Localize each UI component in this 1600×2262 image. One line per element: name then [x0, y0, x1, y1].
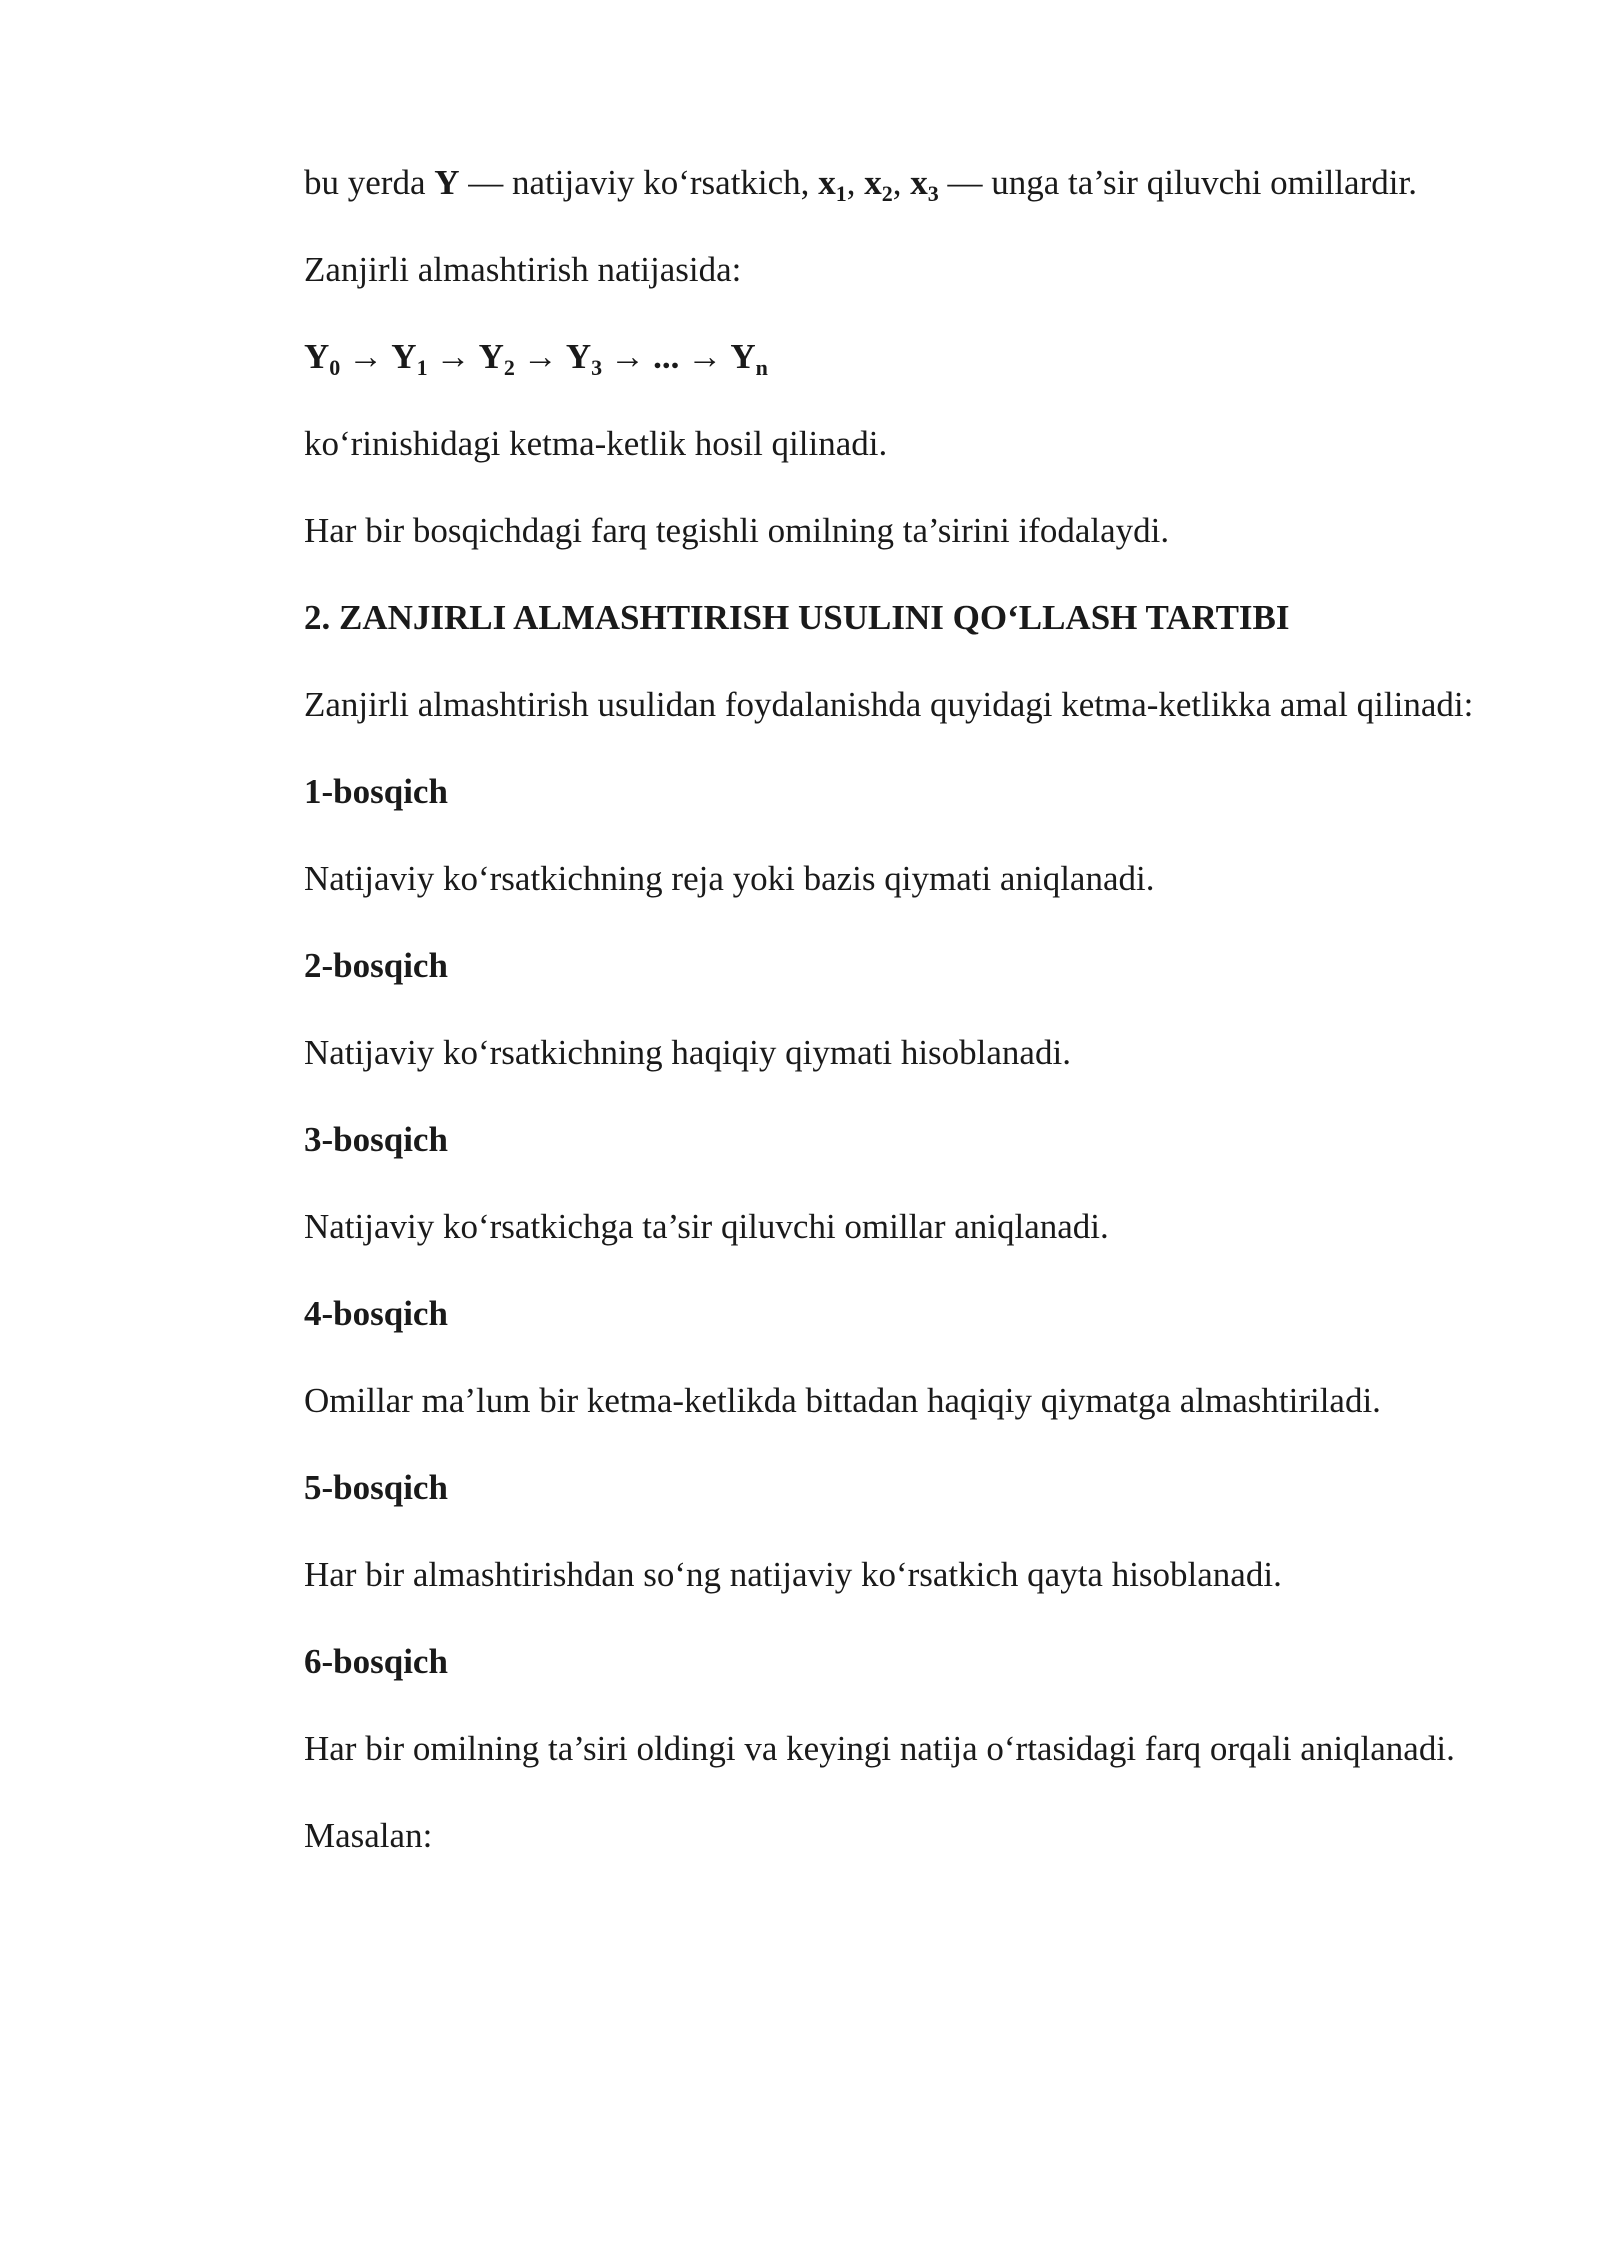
step-title: 5-bosqich	[304, 1468, 448, 1507]
intro-text-2: — natijaviy ko‘rsatkich,	[459, 163, 819, 202]
arrow-icon: →	[435, 337, 471, 376]
arrow-icon: →	[610, 337, 646, 376]
section-intro: Zanjirli almashtirish usulidan foydalanishda quyidagi ketma-ketlikka amal qilinadi:	[304, 685, 1474, 724]
step-text: Har bir omilning ta’siri oldingi va keyingi natija o‘rtasidagi farq orqali aniqlanadi.	[304, 1729, 1455, 1768]
intro-text-3: — unga ta’sir qiluvchi omillardir.	[938, 163, 1417, 202]
step-text: Natijaviy ko‘rsatkichning haqiqiy qiymati hisoblanadi.	[304, 1033, 1071, 1072]
arrow-icon: →	[687, 337, 723, 376]
arrow-icon: →	[522, 337, 558, 376]
step-title: 2-bosqich	[304, 946, 448, 985]
step-text: Natijaviy ko‘rsatkichga ta’sir qiluvchi omillar aniqlanadi.	[304, 1207, 1109, 1246]
step-text: Natijaviy ko‘rsatkichning reja yoki bazis qiymati aniqlanadi.	[304, 859, 1155, 898]
formula-ellipsis: ...	[653, 337, 680, 376]
step-title: 3-bosqich	[304, 1120, 448, 1159]
symbol-y: Y	[434, 163, 460, 202]
subscript-2: 2	[881, 181, 893, 206]
subscript-3: 3	[927, 181, 939, 206]
step-text: Omillar ma’lum bir ketma-ketlikda bittadan haqiqiy qiymatga almashtiriladi.	[304, 1381, 1381, 1420]
formula-y3: Y	[565, 337, 592, 376]
intro-paragraph	[228, 150, 1484, 215]
sequence-text: ko‘rinishidagi ketma-ketlik hosil qilinadi.	[304, 424, 888, 463]
arrow-icon: →	[348, 337, 384, 376]
difference-text: Har bir bosqichdagi farq tegishli omilning ta’sirini ifodalaydi.	[304, 511, 1170, 550]
section-heading: 2. ZANJIRLI ALMASHTIRISH USULINI QO‘LLASH TARTIBI	[304, 598, 1290, 637]
formula-sub-1: 1	[416, 355, 428, 380]
formula-sub-3: 3	[591, 355, 603, 380]
example-label: Masalan:	[304, 1816, 433, 1855]
formula-yn: Y	[730, 337, 756, 376]
step-title: 4-bosqich	[304, 1294, 448, 1333]
formula-y2: Y	[478, 337, 504, 376]
intro-text-1: bu yerda	[304, 163, 435, 202]
subscript-1: 1	[835, 181, 847, 206]
formula-y1: Y	[391, 337, 417, 376]
formula-sub-0: 0	[329, 355, 341, 380]
formula-sub-2: 2	[503, 355, 515, 380]
comma: ,	[892, 163, 902, 202]
symbol-x1: x	[818, 163, 836, 202]
comma: ,	[846, 163, 856, 202]
formula-y0: Y	[304, 337, 330, 376]
step-title: 1-bosqich	[304, 772, 448, 811]
step-text: Har bir almashtirishdan so‘ng natijaviy ko‘rsatkich qayta hisoblanadi.	[304, 1555, 1282, 1594]
chain-intro: Zanjirli almashtirish natijasida:	[304, 250, 742, 289]
symbol-x3: x	[910, 163, 928, 202]
symbol-x2: x	[864, 163, 882, 202]
formula-sub-n: n	[755, 355, 768, 380]
chain-formula	[228, 324, 1484, 389]
document-body	[228, 150, 1484, 1868]
step-title: 6-bosqich	[304, 1642, 448, 1681]
